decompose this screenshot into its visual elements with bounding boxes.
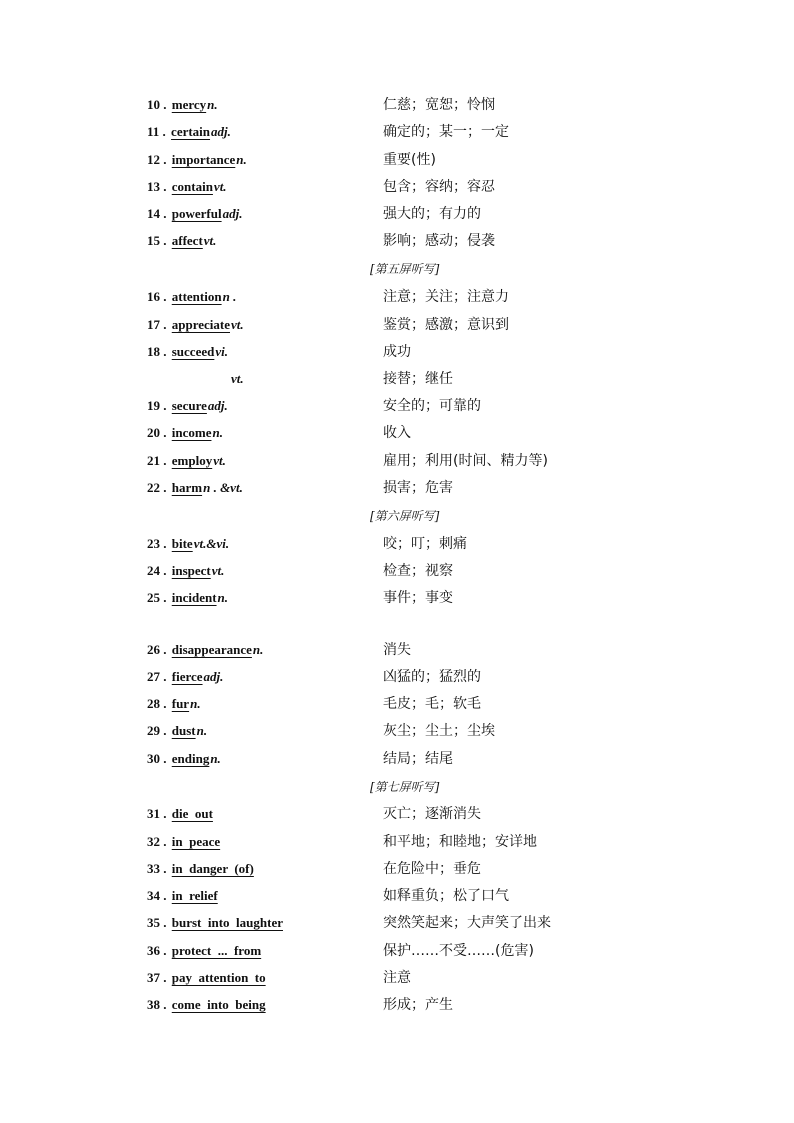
vocab-phrase: die out <box>171 806 213 821</box>
chinese-meaning: 注意 <box>383 970 411 986</box>
part-of-speech: adj. <box>207 398 228 413</box>
vocab-word: inspect <box>171 563 211 578</box>
part-of-speech: vt. <box>211 563 225 578</box>
english-entry <box>147 342 228 362</box>
chinese-meaning: 仁慈；宽恕；怜悯 <box>383 97 495 113</box>
chinese-meaning: 消失 <box>383 642 411 658</box>
vocab-word: fierce <box>171 669 203 684</box>
list-item <box>0 941 794 965</box>
list-item <box>0 122 794 146</box>
english-entry <box>147 150 247 170</box>
list-item <box>0 95 794 119</box>
chinese-meaning: 收入 <box>383 425 411 441</box>
english-entry <box>147 640 263 660</box>
item-number: 17 . <box>147 317 167 332</box>
part-of-speech: n. <box>207 97 218 112</box>
item-number: 18 . <box>147 344 167 359</box>
chinese-meaning: 突然笑起来；大声笑了出来 <box>383 915 551 931</box>
english-entry <box>147 859 254 879</box>
chinese-meaning: 重要(性) <box>383 152 436 168</box>
part-of-speech: n . &vt. <box>203 480 243 495</box>
list-item <box>0 667 794 691</box>
chinese-meaning: 灰尘；尘土；尘埃 <box>383 723 495 739</box>
chinese-meaning: 形成；产生 <box>383 997 453 1013</box>
vocab-word: certain <box>171 124 211 139</box>
english-entry <box>147 396 228 416</box>
list-item <box>0 342 794 366</box>
chinese-meaning: 如释重负；松了口气 <box>383 888 509 904</box>
vocab-word: harm <box>171 480 203 495</box>
english-entry <box>147 231 216 251</box>
list-item <box>0 588 794 612</box>
list-item <box>0 968 794 992</box>
part-of-speech: vt. <box>213 179 227 194</box>
list-item <box>0 995 794 1019</box>
chinese-meaning: 注意；关注；注意力 <box>383 289 509 305</box>
item-number: 35 . <box>147 915 167 930</box>
part-of-speech: adj. <box>203 669 224 684</box>
vocab-word: secure <box>171 398 207 413</box>
vocab-word: importance <box>171 152 236 167</box>
vocab-phrase: come into being <box>171 997 266 1012</box>
item-number: 12 . <box>147 152 167 167</box>
item-number: 20 . <box>147 425 167 440</box>
vocab-word: dust <box>171 723 196 738</box>
list-item <box>0 177 794 201</box>
item-number: 36 . <box>147 943 167 958</box>
item-number: 16 . <box>147 289 167 304</box>
item-number: 22 . <box>147 480 167 495</box>
part-of-speech: n. <box>210 751 221 766</box>
chinese-meaning: 灭亡；逐渐消失 <box>383 806 481 822</box>
chinese-meaning: 毛皮；毛；软毛 <box>383 696 481 712</box>
list-item <box>0 150 794 174</box>
list-item <box>0 886 794 910</box>
chinese-meaning: 鉴赏；感激；意识到 <box>383 317 509 333</box>
item-number: 33 . <box>147 861 167 876</box>
english-entry <box>147 315 244 335</box>
item-number: 25 . <box>147 590 167 605</box>
part-of-speech: n. <box>196 723 208 738</box>
vocab-word: attention <box>171 289 222 304</box>
chinese-meaning: 检查；视察 <box>383 563 453 579</box>
list-item <box>0 287 794 311</box>
english-entry <box>147 561 224 581</box>
list-item <box>0 534 794 558</box>
vocab-word: contain <box>171 179 213 194</box>
chinese-meaning: 保护……不受……(危害) <box>383 943 534 959</box>
english-entry <box>147 122 231 142</box>
vocab-phrase: protect ... from <box>171 943 262 958</box>
item-number: 29 . <box>147 723 167 738</box>
list-item <box>0 204 794 228</box>
item-number: 28 . <box>147 696 167 711</box>
list-item <box>0 478 794 502</box>
vocab-phrase: pay attention to <box>171 970 266 985</box>
part-of-speech: n. <box>212 425 223 440</box>
chinese-meaning: 接替；继任 <box>383 371 453 387</box>
section-label: [第七屏听写] <box>370 780 440 794</box>
part-of-speech: n. <box>217 590 229 605</box>
english-entry <box>147 832 220 852</box>
vocab-word: disappearance <box>171 642 252 657</box>
part-of-speech: vt. <box>213 453 226 468</box>
part-of-speech: adj. <box>211 124 231 139</box>
english-entry <box>147 423 223 443</box>
item-number: 13 . <box>147 179 167 194</box>
list-item <box>0 749 794 773</box>
chinese-meaning: 结局；结尾 <box>383 751 453 767</box>
english-entry <box>147 804 213 824</box>
item-number: 30 . <box>147 751 167 766</box>
list-item <box>0 640 794 664</box>
chinese-meaning: 包含；容纳；容忍 <box>383 179 495 195</box>
chinese-meaning: 事件；事变 <box>383 590 453 606</box>
part-of-speech: vt. <box>203 233 217 248</box>
list-item <box>0 832 794 856</box>
english-entry <box>147 721 207 741</box>
english-entry <box>147 204 242 224</box>
chinese-meaning: 损害；危害 <box>383 480 453 496</box>
list-item <box>0 804 794 828</box>
part-of-speech: adj. <box>222 206 243 221</box>
vocab-word: appreciate <box>171 317 230 332</box>
chinese-meaning: 影响；感动；侵袭 <box>383 233 495 249</box>
section-heading <box>0 777 794 797</box>
english-entry <box>147 913 283 933</box>
vocab-word: powerful <box>171 206 222 221</box>
vocab-word: succeed <box>171 344 215 359</box>
chinese-meaning: 成功 <box>383 344 411 360</box>
english-entry <box>147 177 227 197</box>
chinese-meaning: 咬；叮；刺痛 <box>383 536 467 552</box>
vocab-phrase: in danger (of) <box>171 861 254 876</box>
list-item <box>0 396 794 420</box>
chinese-meaning: 强大的；有力的 <box>383 206 481 222</box>
item-number: 37 . <box>147 970 167 985</box>
item-number: 23 . <box>147 536 167 551</box>
english-entry <box>147 95 218 115</box>
chinese-meaning: 凶猛的；猛烈的 <box>383 669 481 685</box>
english-entry <box>147 478 243 498</box>
vocab-word: ending <box>171 751 210 766</box>
item-number: 21 . <box>147 453 167 468</box>
english-entry <box>147 451 226 471</box>
part-of-speech: n. <box>190 696 201 711</box>
vocab-word: fur <box>171 696 190 711</box>
part-of-speech: n. <box>252 642 264 657</box>
part-of-speech: n. <box>236 152 247 167</box>
list-item <box>0 859 794 883</box>
part-of-speech: vt. <box>231 317 244 332</box>
english-entry <box>147 667 223 687</box>
english-entry <box>147 968 266 988</box>
vocab-word: mercy <box>171 97 207 112</box>
section-label: [第五屏听写] <box>370 262 440 276</box>
vocab-word: income <box>171 425 212 440</box>
chinese-meaning: 安全的；可靠的 <box>383 398 481 414</box>
list-item <box>0 423 794 447</box>
list-item <box>0 369 794 393</box>
list-item <box>0 231 794 255</box>
section-heading <box>0 259 794 279</box>
list-item <box>0 451 794 475</box>
chinese-meaning: 和平地；和睦地；安详地 <box>383 834 537 850</box>
part-of-speech: vi. <box>215 344 228 359</box>
english-entry <box>147 588 228 608</box>
english-entry <box>147 886 218 906</box>
list-item <box>0 721 794 745</box>
english-entry <box>147 941 261 961</box>
english-entry <box>147 534 229 554</box>
item-number: 31 . <box>147 806 167 821</box>
item-number: 10 . <box>147 97 167 112</box>
vocab-word: affect <box>171 233 203 248</box>
item-number: 14 . <box>147 206 167 221</box>
list-item <box>0 561 794 585</box>
vocab-phrase: in peace <box>171 834 221 849</box>
part-of-speech: vt. <box>231 371 244 386</box>
item-number: 32 . <box>147 834 167 849</box>
item-number: 15 . <box>147 233 167 248</box>
chinese-meaning: 确定的；某一；一定 <box>383 124 509 140</box>
item-number: 24 . <box>147 563 167 578</box>
chinese-meaning: 雇用；利用(时间、精力等) <box>383 453 548 469</box>
english-entry <box>147 694 201 714</box>
list-item <box>0 913 794 937</box>
section-label: [第六屏听写] <box>370 509 440 523</box>
item-number: 27 . <box>147 669 167 684</box>
item-number: 19 . <box>147 398 167 413</box>
english-entry <box>147 287 236 307</box>
part-of-speech: vt.&vi. <box>193 536 230 551</box>
vocab-phrase: burst into laughter <box>171 915 283 930</box>
item-number: 11 . <box>147 124 166 139</box>
part-of-speech: n . <box>222 289 237 304</box>
english-entry <box>147 995 266 1015</box>
vocab-phrase: in relief <box>171 888 218 903</box>
list-item <box>0 694 794 718</box>
english-entry <box>147 749 221 769</box>
section-heading <box>0 506 794 526</box>
chinese-meaning: 在危险中；垂危 <box>383 861 481 877</box>
item-number: 34 . <box>147 888 167 903</box>
item-number: 38 . <box>147 997 167 1012</box>
vocab-word: incident <box>171 590 217 605</box>
item-number: 26 . <box>147 642 167 657</box>
list-item <box>0 315 794 339</box>
vocab-word: bite <box>171 536 193 551</box>
vocab-word: employ <box>171 453 213 468</box>
